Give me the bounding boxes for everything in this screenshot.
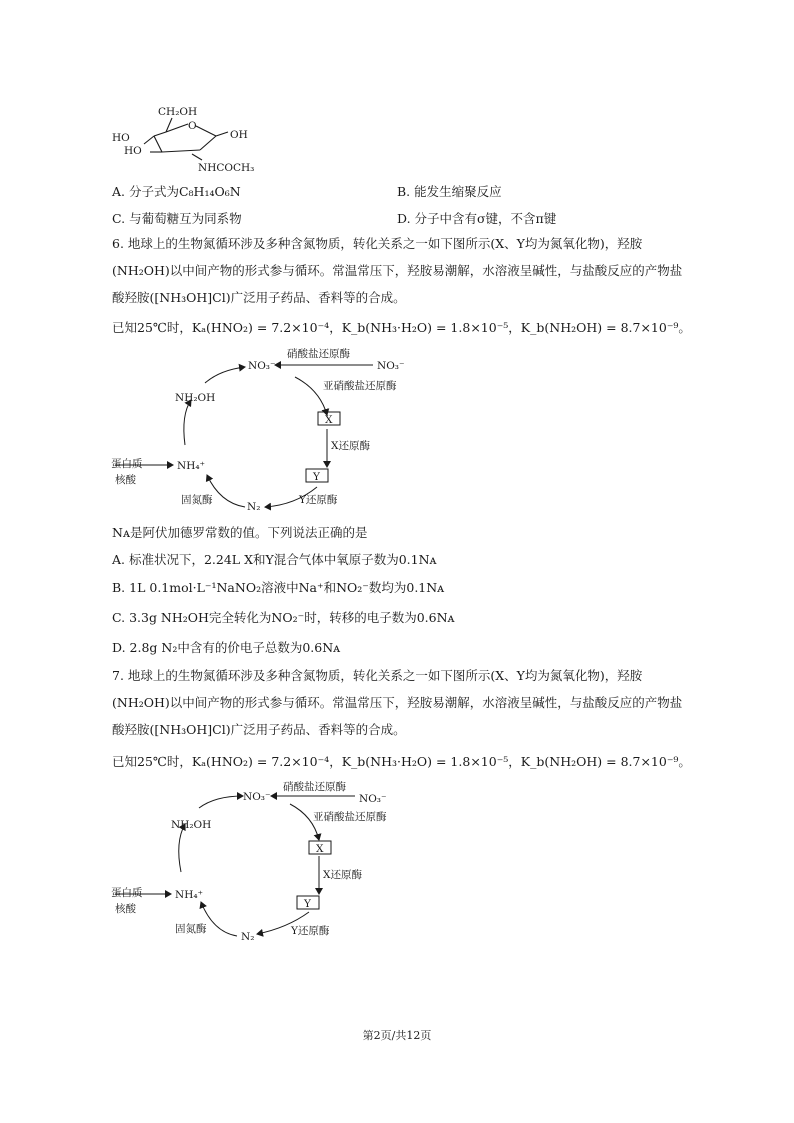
q6-stem-line1: 6. 地球上的生物氮循环涉及多种含氮物质，转化关系之一如下图所示(X、Y均为氮氧化物)，羟胺 bbox=[112, 236, 643, 251]
q7-nucleic-acid: 核酸 bbox=[115, 903, 136, 915]
q7-nitrogenase: 固氮酶 bbox=[175, 923, 207, 935]
q6-y-reductase: Y还原酶 bbox=[299, 494, 338, 506]
q6-nitrite-reductase: 亚硝酸盐还原酶 bbox=[323, 380, 397, 392]
q6-known-constants: 已知25℃时，Kₐ(HNO₂) = 7.2×10⁻⁴，K_b(NH₃·H₂O) = 1.8×10⁻⁵，K_b(NH₂OH) = 8.7×10⁻⁹。 bbox=[112, 320, 691, 335]
q7-protein: 蛋白质 bbox=[111, 887, 143, 899]
q6-option-a: A. 标准状况下，2.24L X和Y混合气体中氧原子数为0.1Nᴀ bbox=[112, 552, 437, 567]
q7-no3-in: NO₃⁻ bbox=[359, 793, 387, 805]
q6-no3-in: NO₃⁻ bbox=[377, 360, 405, 372]
q7-nitrite-reductase: 亚硝酸盐还原酶 bbox=[313, 811, 387, 823]
ch2oh-label: CH₂OH bbox=[158, 106, 198, 118]
q5-option-a: A. 分子式为C₈H₁₄O₆N bbox=[112, 184, 241, 199]
q7-no3-ring: NO₃⁻ bbox=[243, 791, 271, 803]
q6-n2: N₂ bbox=[247, 501, 261, 513]
q6-nitrogenase: 固氮酶 bbox=[181, 494, 213, 506]
q7-nitrogen-cycle-diagram bbox=[105, 778, 425, 948]
q6-nitrate-reductase: 硝酸盐还原酶 bbox=[287, 348, 350, 360]
molecule-structure bbox=[108, 100, 268, 178]
q7-n2: N₂ bbox=[241, 931, 255, 943]
q7-known-constants: 已知25℃时，Kₐ(HNO₂) = 7.2×10⁻⁴，K_b(NH₃·H₂O) = 1.8×10⁻⁵，K_b(NH₂OH) = 8.7×10⁻⁹。 bbox=[112, 754, 691, 769]
q6-stem-line3: 酸羟胺([NH₃OH]Cl)广泛用子药品、香料等的合成。 bbox=[112, 290, 406, 305]
q7-nitrate-reductase: 硝酸盐还原酶 bbox=[283, 781, 346, 793]
q5-option-d: D. 分子中含有σ键，不含π键 bbox=[397, 211, 557, 226]
q6-nh4: NH₄⁺ bbox=[177, 460, 206, 472]
ring-oxygen-label: O bbox=[188, 120, 197, 132]
q7-y-box: Y bbox=[304, 898, 311, 910]
q6-na-line: Nᴀ是阿伏加德罗常数的值。下列说法正确的是 bbox=[112, 525, 368, 540]
q7-stem-line1: 7. 地球上的生物氮循环涉及多种含氮物质，转化关系之一如下图所示(X、Y均为氮氧化物)，羟胺 bbox=[112, 668, 643, 683]
q6-protein: 蛋白质 bbox=[111, 458, 143, 470]
nhacetyl-label: NHCOCH₃ bbox=[198, 162, 255, 174]
q6-nitrogen-cycle-diagram bbox=[105, 345, 425, 515]
oh-right-label: OH bbox=[230, 129, 248, 141]
q7-stem-line3: 酸羟胺([NH₃OH]Cl)广泛用子药品、香料等的合成。 bbox=[112, 722, 406, 737]
page-footer: 第2页/共12页 bbox=[362, 1029, 432, 1042]
q7-stem-line2: (NH₂OH)以中间产物的形式参与循环。常温常压下，羟胺易潮解，水溶液呈碱性，与盐酸反应的产物盐 bbox=[112, 695, 683, 710]
q5-option-b: B. 能发生缩聚反应 bbox=[397, 184, 502, 199]
ho-top-label: HO bbox=[112, 132, 130, 144]
q6-option-d: D. 2.8g N₂中含有的价电子总数为0.6Nᴀ bbox=[112, 640, 341, 655]
q7-x-box: X bbox=[316, 843, 324, 855]
q6-option-b: B. 1L 0.1mol·L⁻¹NaNO₂溶液中Na⁺和NO₂⁻数均为0.1Nᴀ bbox=[112, 580, 445, 595]
ho-bottom-label: HO bbox=[124, 145, 142, 157]
q7-y-reductase: Y还原酶 bbox=[291, 925, 330, 937]
q6-x-box: X bbox=[325, 414, 333, 426]
q6-option-c: C. 3.3g NH₂OH完全转化为NO₂⁻时，转移的电子数为0.6Nᴀ bbox=[112, 610, 455, 625]
q6-nucleic-acid: 核酸 bbox=[115, 474, 136, 486]
q6-nh2oh: NH₂OH bbox=[175, 392, 216, 404]
q6-no3-ring: NO₃⁻ bbox=[248, 360, 276, 372]
q7-x-reductase: X还原酶 bbox=[323, 869, 362, 881]
q6-y-box: Y bbox=[313, 471, 320, 483]
q6-stem-line2: (NH₂OH)以中间产物的形式参与循环。常温常压下，羟胺易潮解，水溶液呈碱性，与盐酸反应的产物盐 bbox=[112, 263, 683, 278]
q7-nh4: NH₄⁺ bbox=[175, 889, 204, 901]
q7-nh2oh: NH₂OH bbox=[171, 819, 212, 831]
q6-x-reductase: X还原酶 bbox=[331, 440, 370, 452]
q5-option-c: C. 与葡萄糖互为同系物 bbox=[112, 211, 242, 226]
